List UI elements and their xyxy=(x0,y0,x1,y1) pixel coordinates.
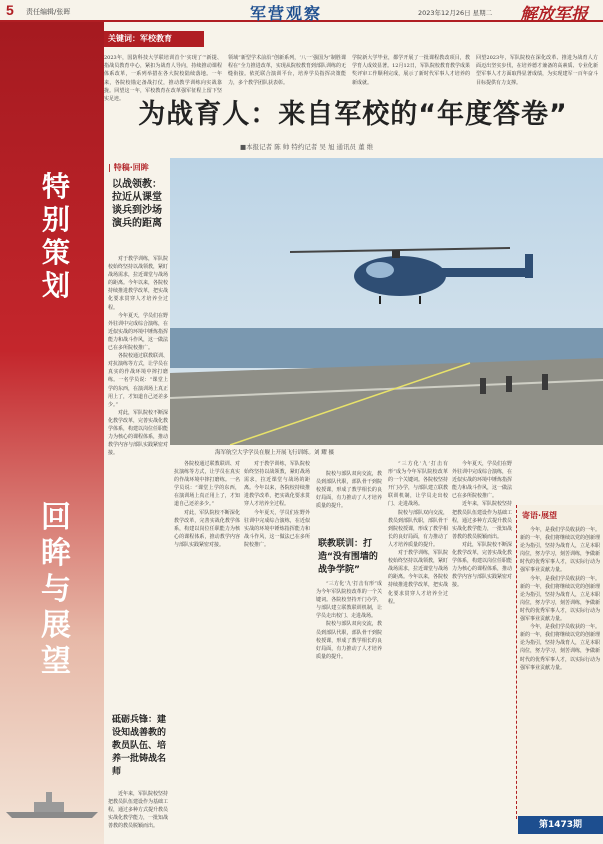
summary-col-1: 2023年，国防科技大学联培训首个‘实现了’”新提、指战员教育中心，紧扣为战育人导向，持续推动课程体系改革，一系列举措在各大院校陆续落地。一年来，各院校锚定备战打仗，推动教学训练向实战靠拢。回望这一年，军校教育在改革强军征程上留下坚实足迹。 xyxy=(104,55,222,103)
article2-heading: 联教联训：打造“没有围墙的战争学院” xyxy=(318,539,378,575)
article1-cont-col-b xyxy=(244,460,310,549)
article2-para-5: 对于教学训练，军队院校始终坚持以战领教，紧盯战场需求，拉近课堂与战场的距离。今年以来，各院校持续推进教学改革，把实战化要求贯穿人才培养全过程。 xyxy=(388,550,449,605)
article2-para-3: “三方化‘九’打击有形”成为今年军队院校改革的一个关键词。各院校坚持开门办学，与部队建立联教联训机制，让学员走出校门、走进战场。 xyxy=(388,461,449,508)
page-number: 5 xyxy=(6,2,14,18)
sidebar-title-2: 回 眸 与 展 望 xyxy=(41,500,71,679)
publication-date: 2023年12月26日 星期二 xyxy=(418,9,493,17)
article2-para-4: 院校与部队双向交流，教员到部队代职，部队骨干到院校授课，形成了教学相长的良好局面，有力推动了人才培养质量的提升。 xyxy=(388,509,449,548)
byline: ■本报记者 陈 帅 特约记者 吴 旭 通讯员 董 维 xyxy=(240,143,374,151)
article2-para-6: 今年夏天，学员们在野外驻训中完成综合演练，在近似实战的环境中锤炼指挥能力和战斗作风，这一做法已在多所院校推广。 xyxy=(452,461,513,500)
article1-para-2: 今年夏天，学员们在野外驻训中完成综合演练，在近似实战的环境中锤炼指挥能力和战斗作风，这一做法已在多所院校推广。 xyxy=(108,312,169,352)
article3-para-1: 近年来，军队院校坚持把教员队伍建设作为基础工程，通过多种方式提升教员实战化教学能力，一批知战善教的教员脱颖而出。 xyxy=(108,791,169,830)
outlook-para-3: 今年，是我们学员收获的一年。新的一年，我们将继续以党的创新理论为指引，坚持为战育人，立足本职岗位，努力学习，刻苦训练，争做新时代的优秀军事人才，以实际行动为强军事业贡献力量。 xyxy=(520,624,601,671)
editors-line: 责任编辑/张晖 xyxy=(26,8,71,16)
article2-para-8: 对此，军队院校不断深化教学改革，完善实战化教学体系，构建以岗位任职能力为核心的课程体系，推动教学内容与部队实践紧密对接。 xyxy=(452,541,513,589)
article2-body xyxy=(316,580,382,661)
section-title: 军营观察 xyxy=(250,4,323,23)
article2-para-1: “三方化‘九’打击有形”成为今年军队院校改革的一个关键词。各院校坚持开门办学，与部队建立联教联训机制，让学员走出校门、走进战场。 xyxy=(316,581,382,620)
outlook-para-2: 今年，是我们学员收获的一年。新的一年，我们将继续以党的创新理论为指引，坚持为战育人，立足本职岗位，努力学习，刻苦训练，争做新时代的优秀军事人才，以实际行动为强军事业贡献力量。 xyxy=(520,575,601,623)
sidebar-title-1: 特 别 策 划 xyxy=(41,170,70,302)
article1-body xyxy=(108,255,168,457)
article1-heading: 以战领教：拉近从课堂谈兵到沙场演兵的距离 xyxy=(112,179,162,229)
article2-para-top: 院校与部队双向交流，教员到部队代职，部队骨干到院校授课，形成了教学相长的良好局面，有力推动了人才培养质量的提升。 xyxy=(316,471,382,510)
summary-col-2: 领域“新型学术前沿”创新系列，‘八一’强国为“制胜课程在”全力推进改革，实现从院校教育到部队训练的无缝衔接。依托联合演训平台，培养学员指挥决策能力，多个教学团队获表彰。 xyxy=(228,55,346,86)
article1-para-3: 各院校通过联教联训、对抗演练等方式，让学员在真实的作战环境中摔打磨练。一名学员说：“课堂上学的东西，在演训场上真正用上了，才知道自己还差多少。” xyxy=(108,353,169,408)
helicopter-ship-image xyxy=(170,158,603,445)
outlook-title: 寄语·展望 xyxy=(522,511,558,520)
special-feature-sidebar xyxy=(0,22,104,844)
article2-body-col2 xyxy=(388,460,448,606)
article1-para-4: 对此，军队院校不断深化教学改革，完善实战化教学体系，构建以岗位任职能力为核心的课程体系，推动教学内容与部队实践紧密对接。 xyxy=(108,409,169,457)
article1-cont-para-b: 对此，军队院校不断深化教学改革，完善实战化教学体系，构建以岗位任职能力为核心的课程体系，推动教学内容与部队实践紧密对接。 xyxy=(174,509,240,548)
article2-body-top xyxy=(316,470,382,510)
article3-body xyxy=(108,790,168,830)
article1-cont-col-a xyxy=(174,460,240,549)
warship-silhouette-icon xyxy=(4,780,100,820)
outlook-body xyxy=(520,526,600,672)
photo-caption: 海军航空大学学员在舰上开展飞行训练。刘 耀 摄 xyxy=(215,450,334,456)
article1-para-1: 对于教学训练，军队院校始终坚持以战领教，紧盯战场需求，拉近课堂与战场的距离。今年以来，各院校持续推进教学改革，把实战化要求贯穿人才培养全过程。 xyxy=(108,256,169,311)
feature-column-label: | 特稿·回眸 xyxy=(108,163,149,172)
article3-heading: 砥砺兵锋：建设知战善教的教员队伍、培养一批铸战名师 xyxy=(112,715,167,777)
issue-number-badge: 第1473期 xyxy=(518,816,603,834)
main-headline: 为战育人：来自军校的“年度答卷” xyxy=(138,99,568,130)
article2-para-7: 近年来，军队院校坚持把教员队伍建设作为基础工程，通过多种方式提升教员实战化教学能力，一批知战善教的教员脱颖而出。 xyxy=(452,501,513,540)
summary-col-3: 学院新大学毕业，都学开展了一批课程教改项目，教学育人成效显著。12月12日，军队院校教育教学成果奖评审工作顺利完成，展示了新时代军事人才培养的新成就。 xyxy=(352,55,470,86)
article2-body-col3 xyxy=(452,460,512,590)
article1-cont-para-a: 各院校通过联教联训、对抗演练等方式，让学员在真实的作战环境中摔打磨练。一名学员说：“课堂上学的东西，在演训场上真正用上了，才知道自己还差多少。” xyxy=(174,461,240,508)
keyword-label: 关键词：军校教育 xyxy=(104,31,204,47)
masthead-logo: 解放军报 xyxy=(520,5,588,25)
helicopter-photo xyxy=(170,158,603,445)
outlook-para-1: 今年，是我们学员收获的一年。新的一年，我们将继续以党的创新理论为指引，坚持为战育人，立足本职岗位，努力学习，刻苦训练，争做新时代的优秀军事人才，以实际行动为强军事业贡献力量。 xyxy=(520,527,601,574)
article2-para-2: 院校与部队双向交流，教员到部队代职，部队骨干到院校授课，形成了教学相长的良好局面，有力推动了人才培养质量的提升。 xyxy=(316,621,382,660)
article1-cont-para-c: 对于教学训练，军队院校始终坚持以战领教，紧盯战场需求，拉近课堂与战场的距离。今年以来，各院校持续推进教学改革，把实战化要求贯穿人才培养全过程。 xyxy=(244,461,310,508)
article1-cont-para-d: 今年夏天，学员们在野外驻训中完成综合演练，在近似实战的环境中锤炼指挥能力和战斗作风，这一做法已在多所院校推广。 xyxy=(244,509,310,548)
summary-col-4: 回望2023年，军队院校在深化改革、推进为战育人方面迈出坚实步伐，在培养德才兼备的高素质、专业化新型军事人才方面取得显著成绩，为实现建军一百年奋斗目标提供有力支撑。 xyxy=(476,55,598,86)
